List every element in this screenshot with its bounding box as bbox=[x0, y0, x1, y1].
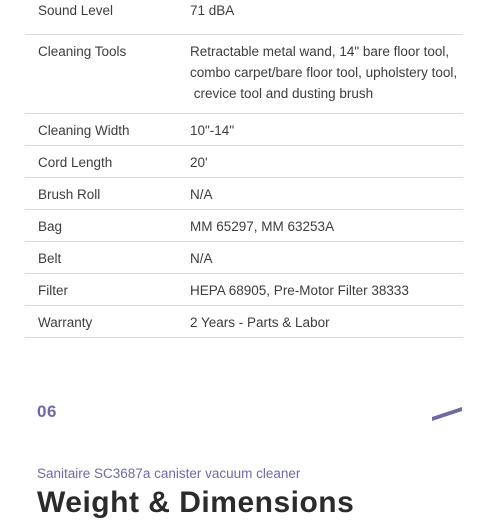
spec-value: MM 65297, MM 63253A bbox=[190, 219, 335, 234]
slash-decoration-icon bbox=[432, 405, 462, 421]
spec-label: Bag bbox=[38, 219, 63, 234]
spec-value: N/A bbox=[190, 187, 213, 202]
section-number: 06 bbox=[37, 402, 57, 421]
spec-value: N/A bbox=[190, 251, 213, 266]
table-row bbox=[25, 146, 463, 178]
table-row bbox=[25, 306, 463, 338]
spec-label: Sound Level bbox=[38, 3, 114, 18]
spec-value: 10"-14" bbox=[190, 123, 235, 138]
table-row bbox=[25, 178, 463, 210]
spec-label: Brush Roll bbox=[38, 187, 101, 202]
spec-label: Warranty bbox=[38, 315, 93, 330]
spec-value: 71 dBA bbox=[190, 3, 235, 18]
spec-value: HEPA 68905, Pre-Motor Filter 38333 bbox=[190, 283, 409, 298]
spec-value: 2 Years - Parts & Labor bbox=[190, 315, 330, 330]
spec-label: Cleaning Tools bbox=[38, 44, 127, 59]
spec-value: 20' bbox=[190, 155, 208, 170]
table-row bbox=[25, 210, 463, 242]
spec-value-line: combo carpet/bare floor tool, upholstery tool, bbox=[190, 65, 458, 80]
section-heading: Weight & Dimensions bbox=[37, 486, 355, 519]
section-subtitle: Sanitaire SC3687a canister vacuum cleaner bbox=[37, 466, 301, 481]
table-row bbox=[25, 274, 463, 306]
spec-label: Belt bbox=[38, 251, 62, 266]
table-row bbox=[25, 242, 463, 274]
spec-label: Cord Length bbox=[38, 155, 113, 170]
spec-label: Filter bbox=[38, 283, 68, 298]
table-row bbox=[25, 35, 463, 114]
specifications-table bbox=[25, 0, 463, 338]
table-row bbox=[25, 0, 463, 35]
spec-value-line: Retractable metal wand, 14" bare floor tool, bbox=[190, 44, 450, 59]
spec-value-line: crevice tool and dusting brush bbox=[190, 86, 374, 101]
spec-value bbox=[190, 35, 463, 114]
spec-label: Cleaning Width bbox=[38, 123, 130, 138]
table-row bbox=[25, 114, 463, 146]
